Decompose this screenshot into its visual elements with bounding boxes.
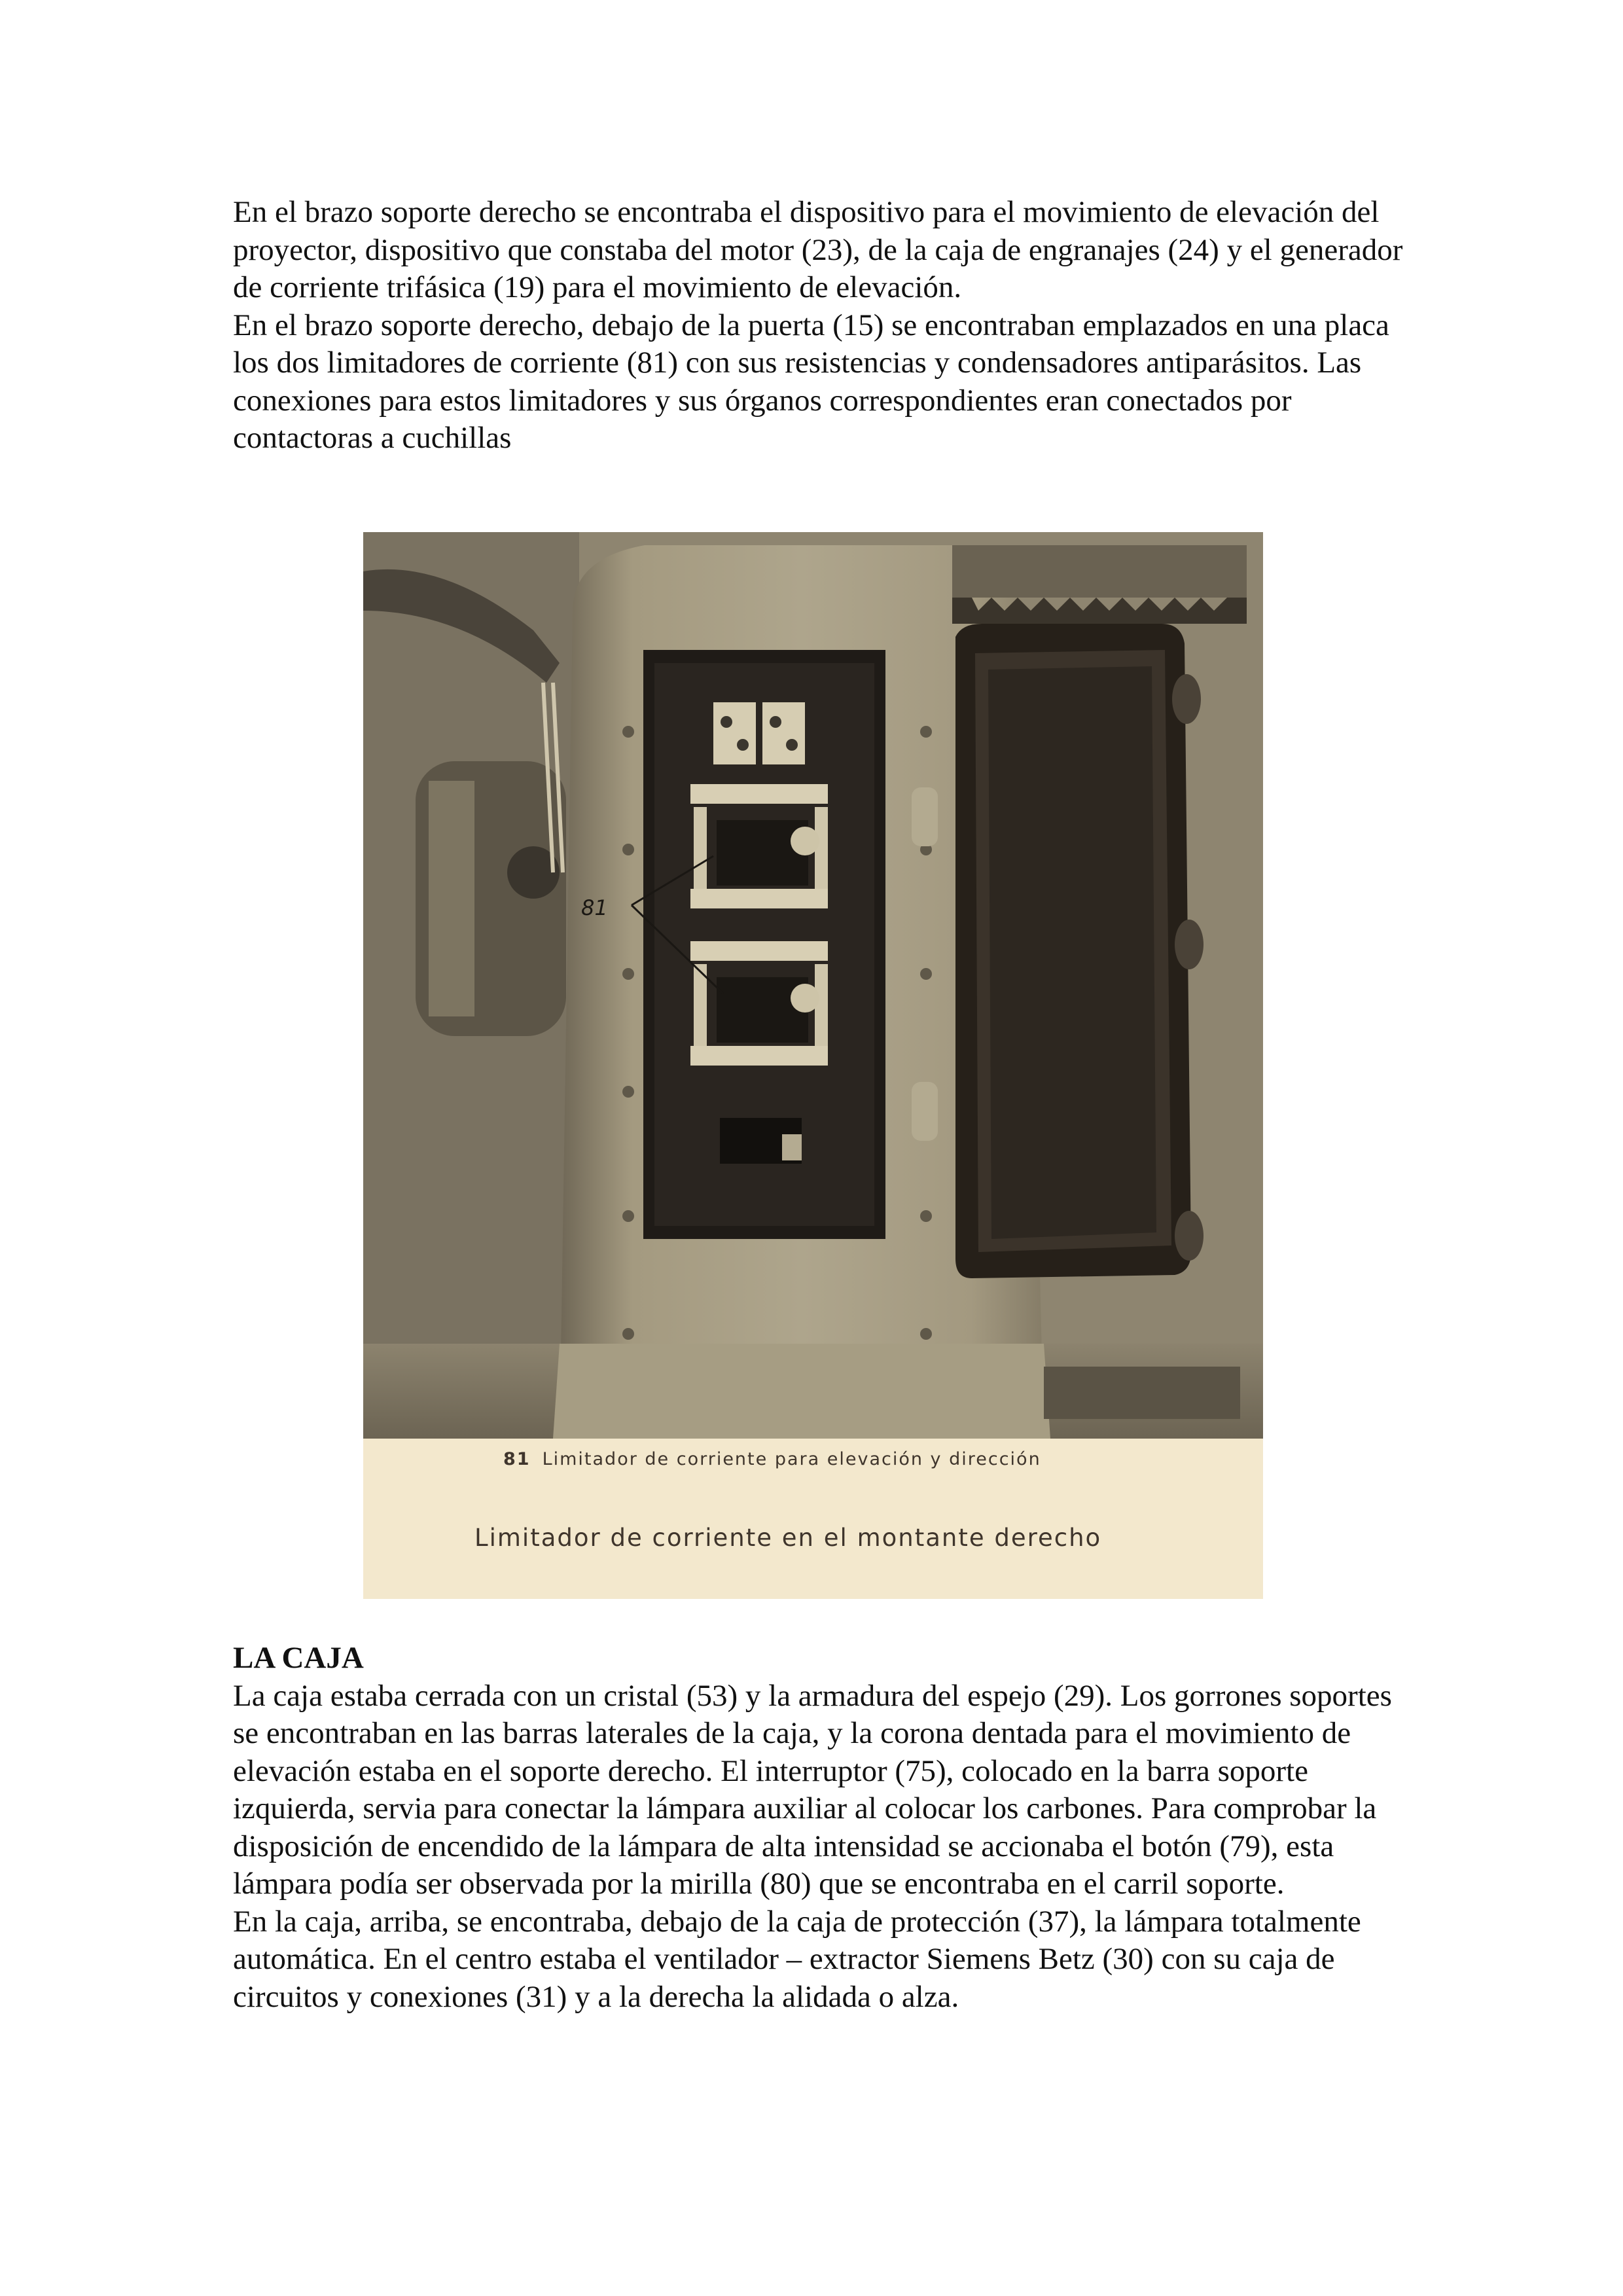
- caption-small-text: Limitador de corriente para elevación y dirección: [542, 1449, 1041, 1469]
- caption-number: 81: [503, 1449, 531, 1469]
- figure-caption-large: Limitador de corriente en el montante derecho: [474, 1524, 1102, 1552]
- intro-paragraph-1: En el brazo soporte derecho se encontraba el dispositivo para el movimiento de elevación del proyector, dispositivo que constaba del motor (23), de la caja de engranajes (24) y el generador de corriente trifásica (19) para el movimiento de elevación.: [233, 195, 1403, 304]
- gear-rack: [952, 545, 1247, 624]
- figure-photo: [363, 532, 1263, 1599]
- photo-illustration: [363, 532, 1263, 1599]
- intro-section: [233, 194, 1424, 457]
- intro-paragraph-2: En el brazo soporte derecho, debajo de la puerta (15) se encontraban emplazados en una placa los dos limitadores de corriente (81) con sus resistencias y condensadores antiparásitos. Las conexiones para estos limitadores y sus órganos correspondientes eran conectados por contactoras a cuchillas: [233, 308, 1389, 455]
- callout-label: 81: [581, 895, 608, 920]
- caja-paragraph-2: En la caja, arriba, se encontraba, debajo de la caja de protección (37), la lámpara totalmente automática. En el centro estaba el ventilador – extractor Siemens Betz (30) con su caja de circuitos y conexiones (31) y a la derecha la alidada o alza.: [233, 1904, 1361, 2014]
- figure-caption-small: [503, 1449, 1041, 1469]
- section-title: LA CAJA: [233, 1641, 364, 1675]
- caja-section: [233, 1640, 1424, 2016]
- cabinet-door: [955, 624, 1204, 1278]
- caja-paragraph-1: La caja estaba cerrada con un cristal (53) y la armadura del espejo (29). Los gorrones soportes se encontraban en las barras laterales de la caja, y la corona dentada para el movimiento de elevación estaba en el soporte derecho. El interruptor (75), colocado en la barra soporte izquierda, servia para conectar la lámpara auxiliar al colocar los carbones. Para comprobar la disposición de encendido de la lámpara de alta intensidad se accionaba el botón (79), esta lámpara podía ser observada por la mirilla (80) que se encontraba en el carril soporte.: [233, 1678, 1392, 1901]
